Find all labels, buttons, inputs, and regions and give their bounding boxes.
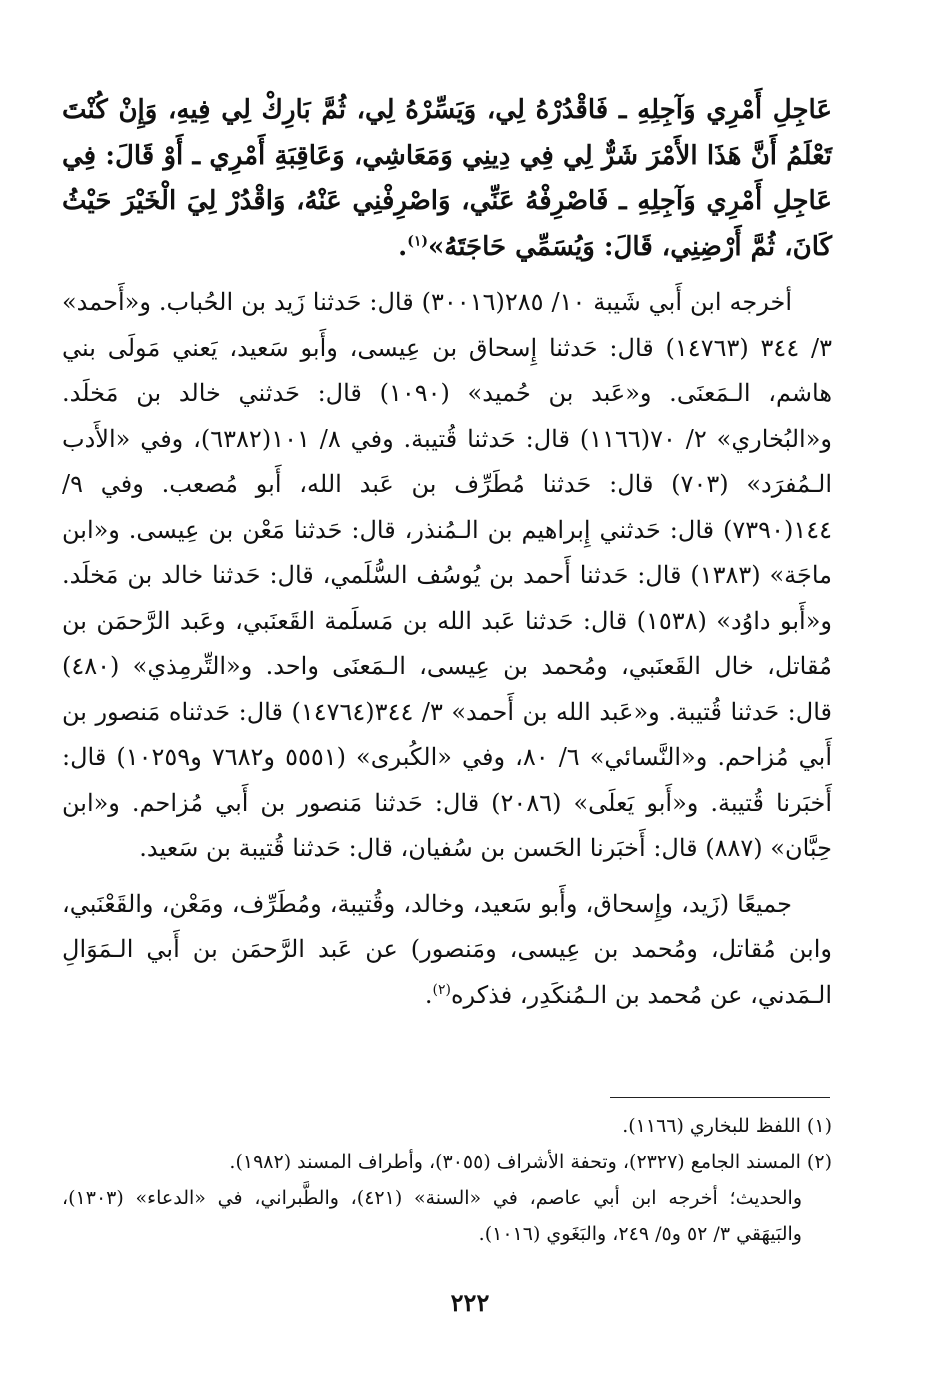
footnote-ref-2: (٢) xyxy=(432,981,451,998)
hadith-text: عَاجِلِ أَمْرِي وَآجِلِهِ ـ فَاقْدُرْهُ لِي، وَيَسِّرْهُ لِي، ثُمَّ بَارِكْ لِي فِيهِ، وَإِنْ كُنْتَ تَعْلَمُ أَنَّ هَذَا الأَمْرَ شَرٌّ لِي فِي دِينِي وَمَعَاشِي، وَعَاقِبَةِ أَمْرِي ـ أَوْ قَالَ: فِي عَاجِلِ أَمْرِي وَآجِلِهِ ـ فَاصْرِفْهُ عَنِّي، وَاصْرِفْنِي عَنْهُ، وَاقْدُرْ لِيَ الْخَيْرَ حَيْثُ كَانَ، ثُمَّ أَرْضِنِي، قَالَ: وَيُسَمِّي حَاجَتَهُ»$^{(١)}$. xyxy=(62,95,832,262)
footnote-ref-1: (١) xyxy=(407,232,429,249)
main-text xyxy=(62,88,832,1018)
footnotes xyxy=(62,1108,832,1252)
footnote-1: (١) اللفظ للبخاري (١١٦٦). xyxy=(622,1115,832,1137)
footnote-2-continuation: والحديث؛ أخرجه ابن أبي عاصم، في «السنة» (٤٢١)، والطَّبراني، في «الدعاء» (١٣٠٣)، والبَيهَقي ٣/ ٥٢ و٥/ ٢٤٩، والبَغَوي (١٠١٦). xyxy=(62,1187,802,1245)
summary-paragraph: جميعًا (زَيد، وإِسحاق، وأَبو سَعيد، وخالد، وقُتيبة، ومُطَرِّف، ومَعْن، والقَعْنَبي، وابن مُقاتل، ومُحمد بن عِيسى، ومَنصور) عن عَبد الرَّحمَن بن أَبي الـمَوَالِ الـمَدني، عن مُحمد بن الـمُنكَدِر، فذكره$^{(٢)}$. xyxy=(62,889,832,1009)
hadith-quote: عَاجِلِ أَمْرِي وَآجِلِهِ ـ فَاقْدُرْهُ لِي، وَيَسِّرْهُ لِي، ثُمَّ بَارِكْ لِي فِيهِ، وَإِنْ كُنْتَ تَعْلَمُ أَنَّ هَذَا الأَمْرَ شَرٌّ لِي فِي دِينِي وَمَعَاشِي، وَعَاقِبَةِ أَمْرِي ـ أَوْ قَالَ: فِي عَاجِلِ أَمْرِي وَآجِلِهِ ـ فَاصْرِفْهُ عَنِّي، وَاصْرِفْنِي عَنْهُ، وَاقْدُرْ لِيَ الْخَيْرَ حَيْثُ كَانَ، ثُمَّ أَرْضِنِي، قَالَ: وَيُسَمِّي حَاجَتَهُ» xyxy=(62,95,832,262)
takhrij-paragraph: أخرجه ابن أَبي شَيبة ١٠/ ٢٨٥(٣٠٠١٦) قال: حَدثنا زَيد بن الحُباب. و«أَحمد» ٣/ ٣٤٤ (١٤٧٦٣) قال: حَدثنا إِسحاق بن عِيسى، وأَبو سَعيد، يَعني مَولَى بني هاشم، الـمَعنَى. و«عَبد بن حُميد» (١٠٩٠) قال: حَدثني خالد بن مَخلَد. و«البُخاري» ٢/ ٧٠(١١٦٦) قال: حَدثنا قُتيبة. وفي ٨/ ١٠١(٦٣٨٢)، وفي «الأَدب الـمُفرَد» (٧٠٣) قال: حَدثنا مُطَرِّف بن عَبد الله، أَبو مُصعب. وفي ٩/ ١٤٤(٧٣٩٠) قال: حَدثني إِبراهيم بن الـمُنذر، قال: حَدثنا مَعْن بن عِيسى. و«ابن ماجَة» (١٣٨٣) قال: حَدثنا أَحمد بن يُوسُف السُّلَمي، قال: حَدثنا خالد بن مَخلَد. و«أَبو داوُد» (١٥٣٨) قال: حَدثنا عَبد الله بن مَسلَمة القَعنَبي، وعَبد الرَّحمَن بن مُقاتل، خال القَعنَبي، ومُحمد بن عِيسى، الـمَعنَى واحد. و«التِّرمِذي» (٤٨٠) قال: حَدثنا قُتيبة. و«عَبد الله بن أَحمد» ٣/ ٣٤٤(١٤٧٦٤) قال: حَدثناه مَنصور بن أَبي مُزاحم. و«النَّسائي» ٦/ ٨٠، وفي «الكُبرى» (٥٥٥١ و٧٦٨٢ و١٠٢٥٩) قال: أَخبَرنا قُتيبة. و«أَبو يَعلَى» (٢٠٨٦) قال: حَدثنا مَنصور بن أَبي مُزاحم. و«ابن حِبَّان» (٨٨٧) قال: أَخبَرنا الحَسن بن سُفيان، قال: حَدثنا قُتيبة بن سَعيد. xyxy=(62,288,833,862)
footnote-divider xyxy=(610,1097,830,1098)
summary-text: جميعًا (زَيد، وإِسحاق، وأَبو سَعيد، وخالد، وقُتيبة، ومُطَرِّف، ومَعْن، والقَعْنَبي، وابن مُقاتل، ومُحمد بن عِيسى، ومَنصور) عن عَبد الرَّحمَن بن أَبي الـمَوَالِ الـمَدني، عن مُحمد بن الـمُنكَدِر، فذكره xyxy=(62,889,832,1009)
footnote-2: (٢) المسند الجامع (٢٣٢٧)، وتحفة الأشراف (٣٠٥٥)، وأطراف المسند (١٩٨٢). xyxy=(229,1151,832,1173)
page-number: ٢٢٢ xyxy=(450,1288,490,1317)
